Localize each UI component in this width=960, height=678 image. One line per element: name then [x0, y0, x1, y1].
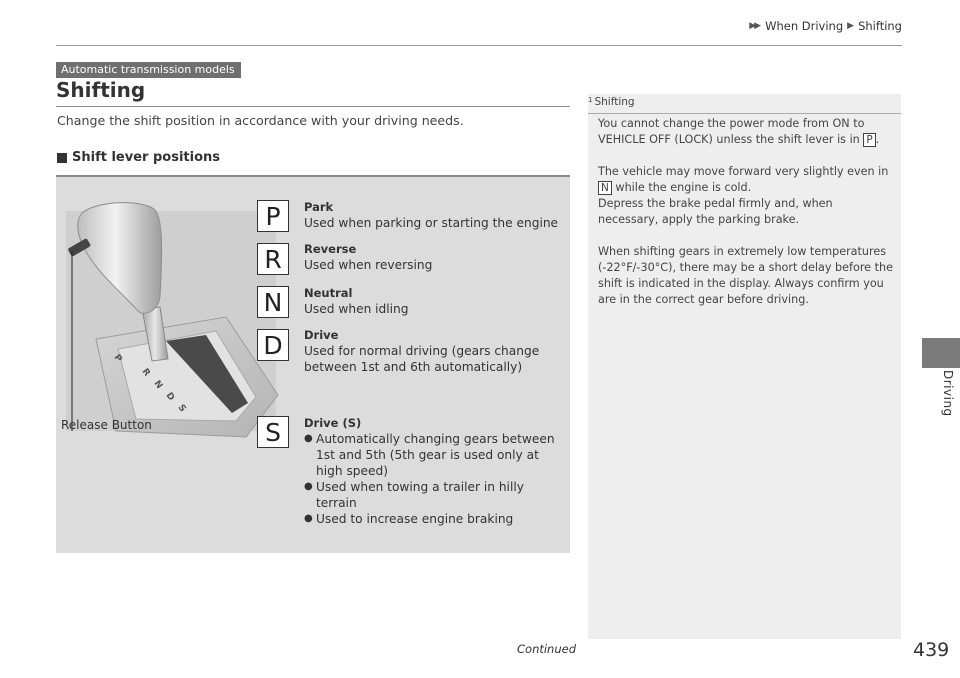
shift-lever-illustration: [56, 199, 286, 449]
position-s-bullets: [304, 431, 559, 527]
breadcrumb-page[interactable]: Shifting: [858, 19, 902, 33]
note-divider: [588, 113, 901, 114]
section-heading-text: Shift lever positions: [72, 150, 220, 165]
note-heading: [588, 96, 635, 108]
note-text: while the engine is cold.: [615, 181, 752, 194]
position-text: Used when idling: [304, 302, 409, 316]
key-p-icon: P: [863, 133, 875, 147]
position-name: Reverse: [304, 242, 357, 256]
bullet-item: ● Used when towing a trailer in hilly terrain: [304, 479, 559, 511]
note-paragraph: You cannot change the power mode from ON to VEHICLE OFF (LOCK) unless the shift lever is in P .: [598, 117, 880, 146]
position-n-desc: [304, 285, 409, 317]
gate-letter-p: P: [111, 352, 124, 365]
note-index: 1: [588, 95, 593, 104]
position-d-desc: [304, 327, 559, 375]
header-divider: [56, 45, 902, 46]
position-d-icon: D: [257, 329, 289, 361]
position-s-icon: S: [257, 416, 289, 448]
double-arrow-icon: ▶▶: [749, 21, 760, 31]
position-r-icon: R: [257, 243, 289, 275]
chapter-tab[interactable]: [922, 338, 960, 368]
key-n-icon: N: [598, 181, 612, 195]
breadcrumb: [749, 19, 902, 33]
position-n-icon: N: [257, 286, 289, 318]
position-s-desc: [304, 415, 559, 527]
gate-letter-r: R: [139, 366, 152, 379]
note-title: Shifting: [594, 96, 635, 108]
position-r-desc: [304, 241, 432, 273]
position-text: Used for normal driving (gears change between 1st and 6th automatically): [304, 344, 540, 374]
note-paragraph: [598, 164, 894, 228]
model-tag: Automatic transmission models: [56, 62, 241, 78]
position-p-icon: P: [257, 200, 289, 232]
page-number: 439: [913, 639, 950, 661]
position-p-desc: [304, 199, 558, 231]
gate-letter-s: S: [175, 402, 188, 415]
gate-letter-n: N: [151, 378, 165, 391]
continued-label: Continued: [517, 642, 577, 656]
bullet-item: ● Automatically changing gears between 1st and 5th (5th gear is used only at high speed): [304, 431, 559, 479]
release-button-label: Release Button: [61, 418, 152, 432]
position-name: Park: [304, 200, 334, 214]
gate-letter-d: D: [163, 390, 177, 403]
breadcrumb-section[interactable]: When Driving: [765, 19, 844, 33]
position-name: Neutral: [304, 286, 353, 300]
note-body: [598, 116, 894, 324]
page-title: Shifting: [56, 78, 146, 102]
note-text: The vehicle may move forward very slightly even in: [598, 165, 889, 178]
note-panel: [588, 94, 901, 639]
arrow-icon: ▶: [847, 21, 855, 31]
note-text: You cannot change the power mode from ON to VEHICLE OFF (LOCK) unless the shift lever is in: [598, 117, 865, 146]
chapter-label: Driving: [941, 370, 955, 417]
shift-lever-figure: [56, 175, 570, 553]
note-paragraph: When shifting gears in extremely low temperatures (-22°F/-30°C), there may be a short delay before the shift is indicated in the display. Always confirm you are in the correct gear before driving.: [598, 245, 893, 306]
intro-text: Change the shift position in accordance with your driving needs.: [57, 113, 464, 128]
position-name: Drive: [304, 328, 339, 342]
note-text: Depress the brake pedal firmly and, when necessary, apply the parking brake.: [598, 197, 833, 226]
bullet-item: ● Used to increase engine braking: [304, 511, 559, 527]
title-divider: [56, 106, 570, 107]
position-text: Used when parking or starting the engine: [304, 216, 559, 230]
position-name: Drive (S): [304, 416, 362, 430]
square-bullet-icon: [57, 153, 67, 163]
position-text: Used when reversing: [304, 258, 433, 272]
section-heading: [57, 150, 220, 165]
